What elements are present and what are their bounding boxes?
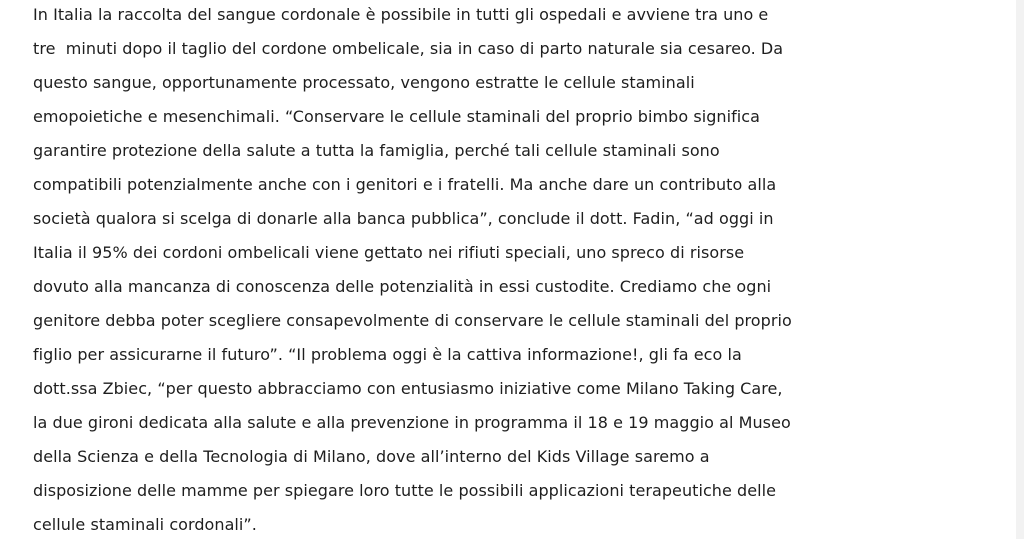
text-line: genitore debba poter scegliere consapevolmente di conservare le cellule staminali del proprio — [33, 311, 792, 330]
text-line: In Italia la raccolta del sangue cordonale è possibile in tutti gli ospedali e avviene tra uno e — [33, 5, 769, 24]
text-line: figlio per assicurarne il futuro”. “Il problema oggi è la cattiva informazione!, gli fa eco la — [33, 345, 742, 364]
text-line: compatibili potenzialmente anche con i genitori e i fratelli. Ma anche dare un contributo alla — [33, 175, 777, 194]
text-line: emopoietiche e mesenchimali. “Conservare le cellule staminali del proprio bimbo significa — [33, 107, 760, 126]
text-line: della Scienza e della Tecnologia di Milano, dove all’interno del Kids Village saremo a — [33, 447, 710, 466]
text-line: dovuto alla mancanza di conoscenza delle potenzialità in essi custodite. Crediamo che ogni — [33, 277, 772, 296]
text-line: società qualora si scelga di donarle alla banca pubblica”, conclude il dott. Fadin, “ad oggi in — [33, 209, 774, 228]
article-body — [33, 2, 993, 546]
text-line: Italia il 95% dei cordoni ombelicali viene gettato nei rifiuti speciali, uno spreco di risorse — [33, 243, 745, 262]
page-edge-divider — [1016, 0, 1024, 539]
text-line: disposizione delle mamme per spiegare loro tutte le possibili applicazioni terapeutiche delle — [33, 481, 777, 500]
text-line: garantire protezione della salute a tutta la famiglia, perché tali cellule staminali sono — [33, 141, 720, 160]
text-line: tre minuti dopo il taglio del cordone ombelicale, sia in caso di parto naturale sia cesareo. Da — [33, 39, 784, 58]
text-line: la due gironi dedicata alla salute e alla prevenzione in programma il 18 e 19 maggio al Museo — [33, 413, 791, 432]
text-line: cellule staminali cordonali”. — [33, 515, 257, 534]
text-line: dott.ssa Zbiec, “per questo abbracciamo con entusiasmo iniziative come Milano Taking Care, — [33, 379, 783, 398]
text-line: questo sangue, opportunamente processato, vengono estratte le cellule staminali — [33, 73, 695, 92]
